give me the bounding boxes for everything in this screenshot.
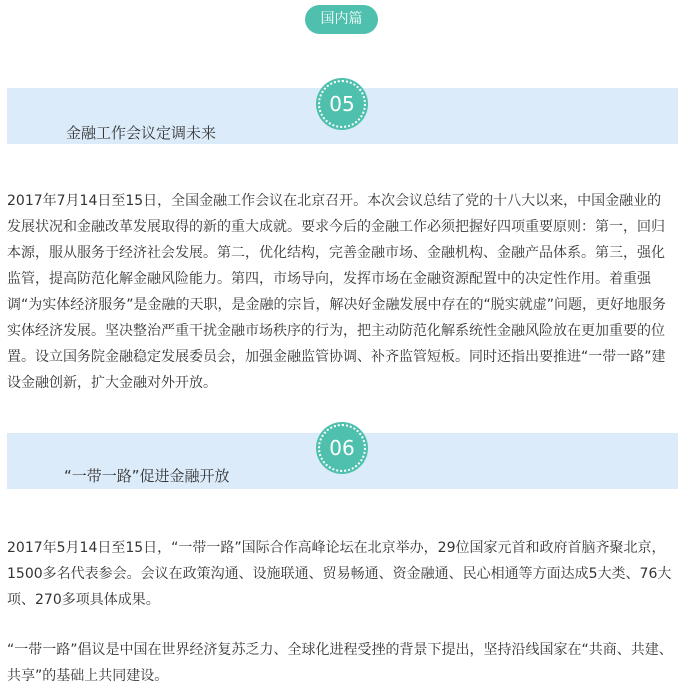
number-badge-06: 06 xyxy=(318,424,366,472)
section-label: 国内篇 xyxy=(305,5,378,34)
section-title-05: 金融工作会议定调未来 xyxy=(66,124,217,142)
paragraph: 2017年7月14日至15日，全国金融工作会议在北京召开。本次会议总结了党的十八大以来，中国金融业的发展状况和金融改革发展取得的新的重大成就。要求今后的金融工作必须把握好四项重要原则：第一，回归本源，服从服务于经济社会发展。第二，优化结构，完善金融市场、金融机构、金融产品体系。第三，强化监管，提高防范化解金融风险能力。第四，市场导向，发挥市场在金融资源配置中的决定性作用。着重强调“为实体经济服务”是金融的天职，是金融的宗旨，解决好金融发展中存在的“脱实就虚”问题，更好地服务实体经济发展。坚决整治严重干扰金融市场秩序的行为，把主动防范化解系统性金融风险放在更加重要的位置。设立国务院金融稳定发展委员会，加强金融监管协调、补齐监管短板。同时还指出要推进“一带一路”建设金融创新，扩大金融对外开放。 xyxy=(7,193,667,391)
number-badge-05: 05 xyxy=(318,80,366,128)
section-title-06: “一带一路”促进金融开放 xyxy=(64,467,230,485)
paragraph: “一带一路”倡议是中国在世界经济复苏乏力、全球化进程受挫的背景下提出，坚持沿线国家在“共商、共建、共享”的基础上共同建设。 xyxy=(7,642,673,684)
paragraph: 2017年5月14日至15日，“一带一路”国际合作高峰论坛在北京举办，29位国家元首和政府首脑齐聚北京，1500多名代表参会。会议在政策沟通、设施联通、贸易畅通、资金融通、民心相通等方面达成5大类、76大项、270多项具体成果。 xyxy=(7,540,672,608)
